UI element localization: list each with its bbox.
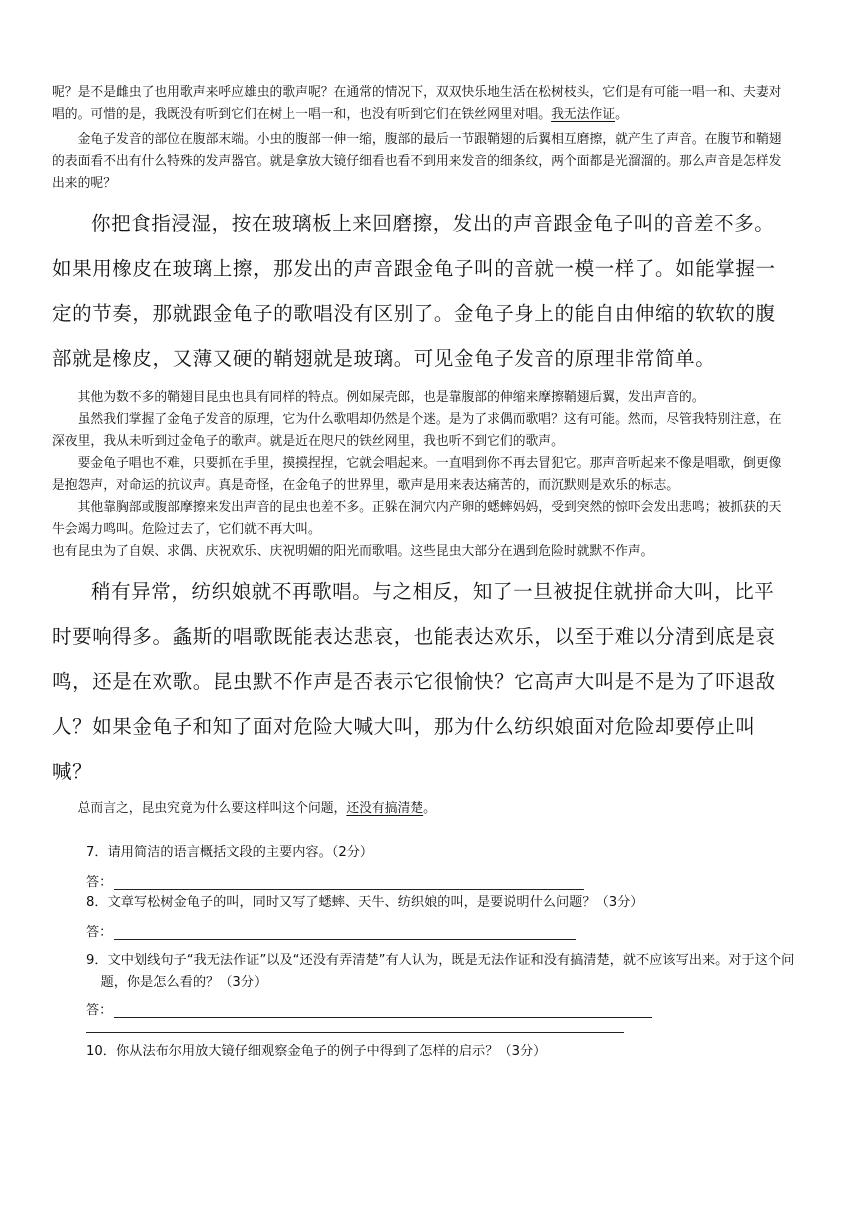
document-page (52, 80, 795, 1063)
question-10: 10．你从法布尔用放大镜仔细观察金龟子的例子中得到了怎样的启示？（3分） (86, 1044, 547, 1059)
paragraph-4: 虽然我们掌握了金龟子发音的原理，它为什么歌唱却仍然是个迷。是为了求偶而歌唱？这有可能。然而，尽管我特别注意，在深夜里，我从未听到过金龟子的歌声。就是近在咫尺的铁丝网里，我也听不到它们的歌声。 (52, 412, 782, 449)
questions-section (52, 842, 795, 1018)
underlined-sentence-1: 我无法作证 (551, 107, 616, 122)
paragraph-5: 要金龟子唱也不难，只要抓在手里，摸摸捏捏，它就会唱起来。一直唱到你不再去冒犯它。那声音听起来不像是唱歌，倒更像是抱怨声，对命运的抗议声。真是奇怪，在金龟子的世界里，歌声是用来表达痛苦的，而沉默则是欢乐的标志。 (52, 456, 782, 493)
underlined-sentence-2: 还没有搞清楚 (346, 801, 424, 816)
paragraph-1: 呢？是不是雌虫了也用歌声来呼应雄虫的歌声呢？在通常的情况下，双双快乐地生活在松树枝头，它们是有可能一唱一和、夫妻对唱的。可惜的是，我既没有听到它们在树上一唱一和，也没有听到它们在铁丝网里对唱。我无法作证。 (52, 85, 782, 122)
large-paragraph-2: 稍有异常，纺织娘就不再歌唱。与之相反，知了一旦被捉住就拼命大叫，比平时要响得多。螽斯的唱歌既能表达悲哀，也能表达欢乐，以至于难以分清到底是哀鸣，还是在欢歌。昆虫默不作声是否表示它很愉快？它高声大叫是不是为了吓退敌人？如果金龟子和知了面对危险大喊大叫，那为什么纺织娘面对危险却要停止叫喊？ (52, 580, 776, 783)
answer-7-line[interactable] (114, 875, 584, 890)
question-10-wrap (52, 1041, 782, 1063)
question-8: 8．文章写松树金龟子的叫，同时又写了蟋蟀、天牛、纺织娘的叫，是要说明什么问题？（3分） (86, 895, 644, 910)
paragraph-1-text: 呢？是不是雌虫了也用歌声来呼应雄虫的歌声呢？在通常的情况下，双双快乐地生活在松树枝头，它们是有可能一唱一和、夫妻对唱的。可惜的是，我既没有听到它们在树上一唱一和，也没有听到它们在铁丝网里对唱。 (52, 85, 782, 122)
answer-9 (86, 996, 782, 1018)
answer-label: 答： (86, 875, 113, 890)
paragraph-6: 其他靠胸部或腹部摩擦来发出声音的昆虫也差不多。正躲在洞穴内产卵的蟋蟀妈妈，受到突然的惊吓会发出悲鸣；被抓获的天牛会竭力鸣叫。危险过去了，它们就不再大叫。 (52, 500, 782, 537)
paragraph-3: 其他为数不多的鞘翅目昆虫也具有同样的特点。例如屎壳郎，也是靠腹部的伸缩来摩擦鞘翅后翼，发出声音的。 (77, 390, 705, 405)
answer-label: 答： (86, 1003, 113, 1018)
question-7: 7．请用简洁的语言概括文段的主要内容。（2分） (86, 845, 374, 860)
answer-8-line[interactable] (114, 925, 576, 940)
question-9: 9．文中划线句子“我无法作证”以及“还没有弄清楚”有人认为，既是无法作证和没有搞清楚，就不应该写出来。对于这个问题，你是怎么看的？（3分） (86, 953, 795, 990)
answer-8 (86, 918, 782, 940)
large-paragraph-1: 你把食指浸湿，按在玻璃板上来回磨擦，发出的声音跟金龟子叫的音差不多。如果用橡皮在玻璃上擦，那发出的声音跟金龟子叫的音就一模一样了。如能掌握一定的节奏，那就跟金龟子的歌唱没有区别了。金龟子身上的能自由伸缩的软软的腹部就是橡皮，又薄又硬的鞘翅就是玻璃。可见金龟子发音的原理非常简单。 (52, 212, 776, 370)
answer-9-line-2[interactable] (86, 1032, 624, 1033)
answer-label: 答： (86, 925, 113, 940)
paragraph-8: 总而言之，昆虫究竟为什么要这样叫这个问题，还没有搞清楚。 (77, 801, 436, 816)
answer-9-line[interactable] (114, 1003, 652, 1018)
paragraph-2: 金龟子发音的部位在腹部末端。小虫的腹部一伸一缩，腹部的最后一节跟鞘翅的后翼相互磨擦，就产生了声音。在腹节和鞘翅的表面看不出有什么特殊的发声器官。就是拿放大镜仔细看也看不到用来发音的细条纹，两个面都是光溜溜的。那么声音是怎样发出来的呢？ (52, 132, 782, 191)
answer-7 (86, 868, 782, 890)
paragraph-7: 也有昆虫为了自娱、求偶、庆祝欢乐、庆祝明媚的阳光而歌唱。这些昆虫大部分在遇到危险时就默不作声。 (52, 544, 654, 559)
